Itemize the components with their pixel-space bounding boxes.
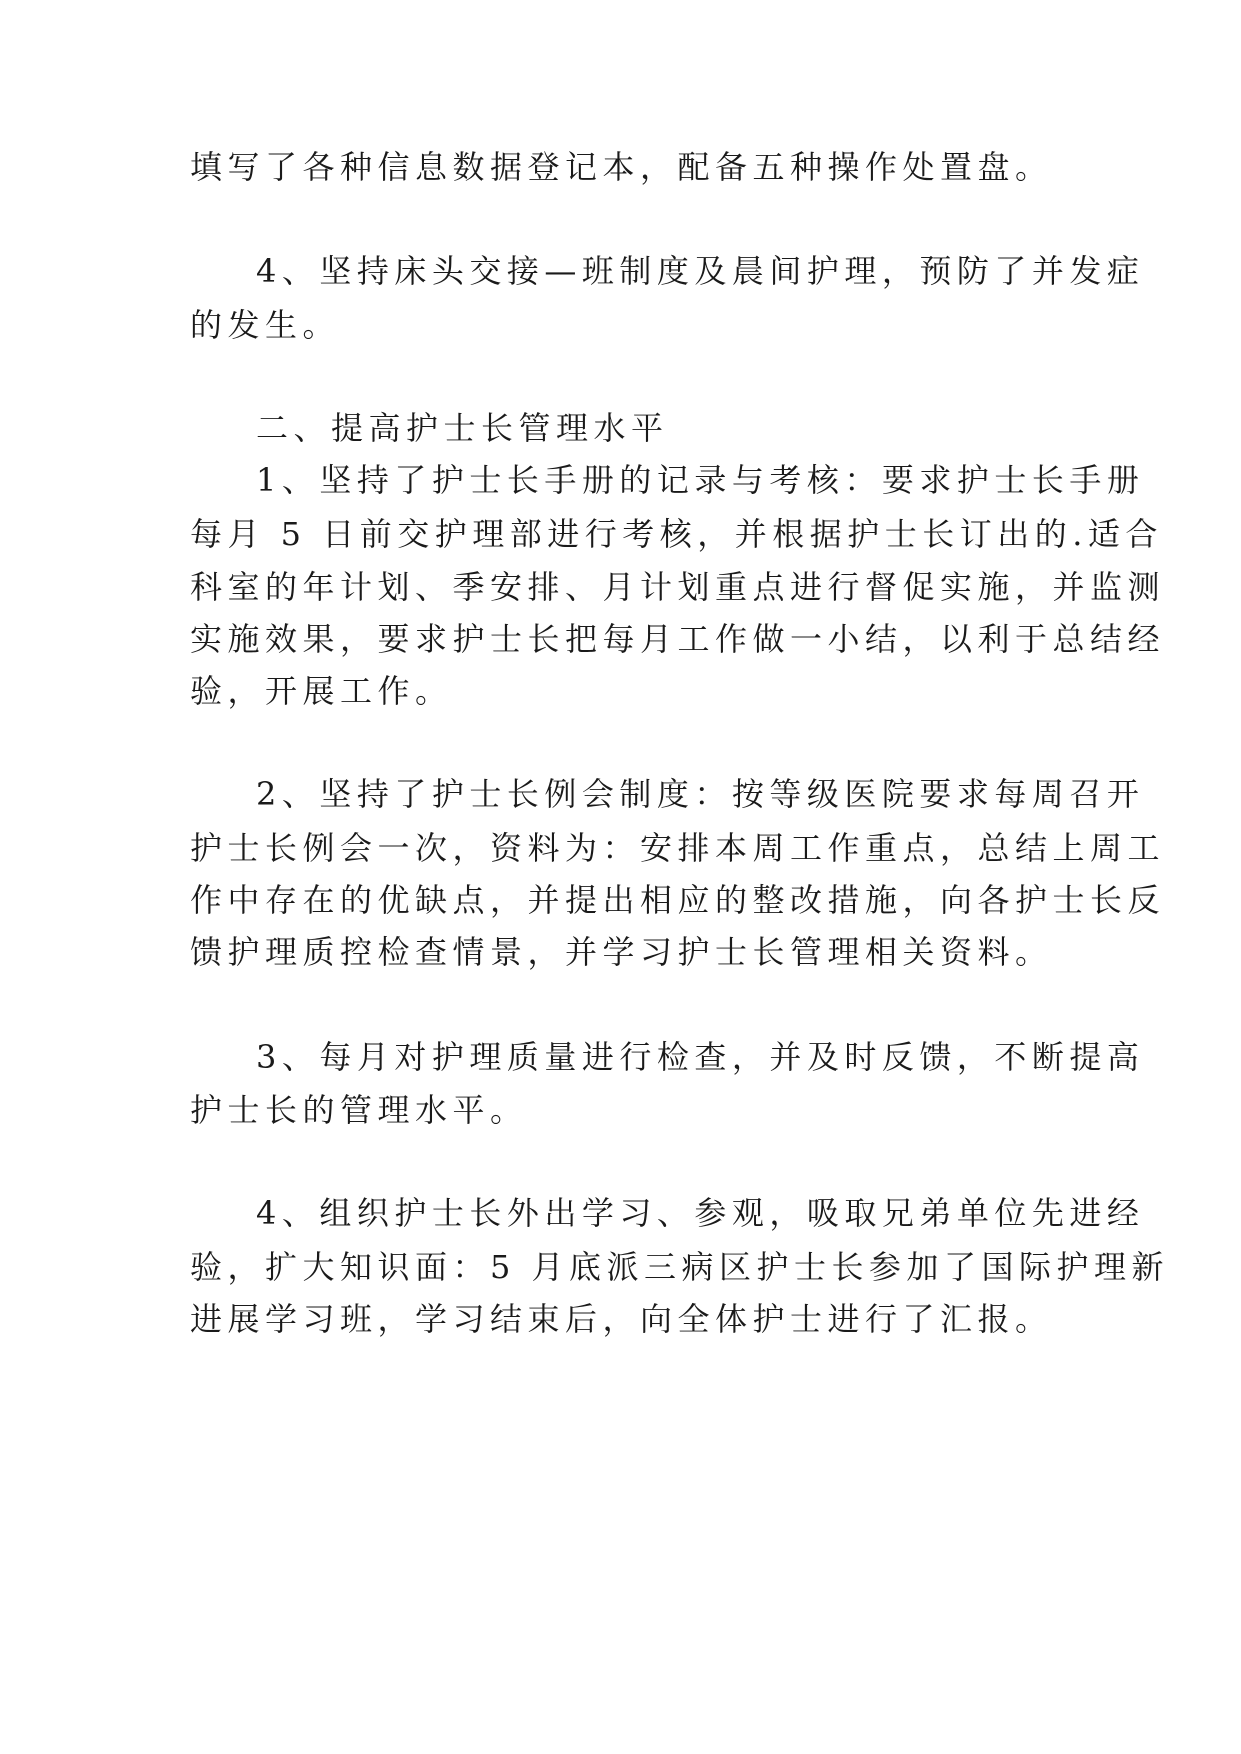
paragraph-4-line-2: 护士长例会一次，资料为：安排本周工作重点，总结上周工 (190, 829, 1166, 867)
paragraph-4-line-3: 作中存在的优缺点，并提出相应的整改措施，向各护士长反 (190, 881, 1166, 919)
paragraph-6-line-1: 4、组织护士长外出学习、参观，吸取兄弟单位先进经 (256, 1194, 1145, 1232)
paragraph-4-line-4: 馈护理质控检查情景，并学习护士长管理相关资料。 (190, 933, 1053, 971)
section-heading: 二、提高护士长管理水平 (256, 409, 669, 447)
paragraph-2-line-2: 的发生。 (190, 306, 341, 344)
paragraph-6-line-2: 验，扩大知识面：5 月底派三病区护士长参加了国际护理新 (190, 1248, 1170, 1286)
paragraph-3-line-5: 验，开展工作。 (190, 672, 453, 710)
paragraph-2-line-1: 4、坚持床头交接—班制度及晨间护理，预防了并发症 (256, 252, 1145, 290)
paragraph-3-line-4: 实施效果，要求护士长把每月工作做一小结，以利于总结经 (190, 620, 1166, 658)
paragraph-4-line-1: 2、坚持了护士长例会制度：按等级医院要求每周召开 (256, 775, 1145, 813)
paragraph-3-line-2: 每月 5 日前交护理部进行考核，并根据护士长订出的.适合 (190, 515, 1163, 553)
paragraph-5-line-2: 护士长的管理水平。 (190, 1091, 528, 1129)
paragraph-6-line-3: 进展学习班，学习结束后，向全体护士进行了汇报。 (190, 1300, 1053, 1338)
paragraph-1-line-1: 填写了各种信息数据登记本，配备五种操作处置盘。 (190, 148, 1053, 186)
paragraph-3-line-3: 科室的年计划、季安排、月计划重点进行督促实施，并监测 (190, 568, 1166, 606)
paragraph-3-line-1: 1、坚持了护士长手册的记录与考核：要求护士长手册 (256, 461, 1145, 499)
paragraph-5-line-1: 3、每月对护理质量进行检查，并及时反馈，不断提高 (256, 1038, 1145, 1076)
